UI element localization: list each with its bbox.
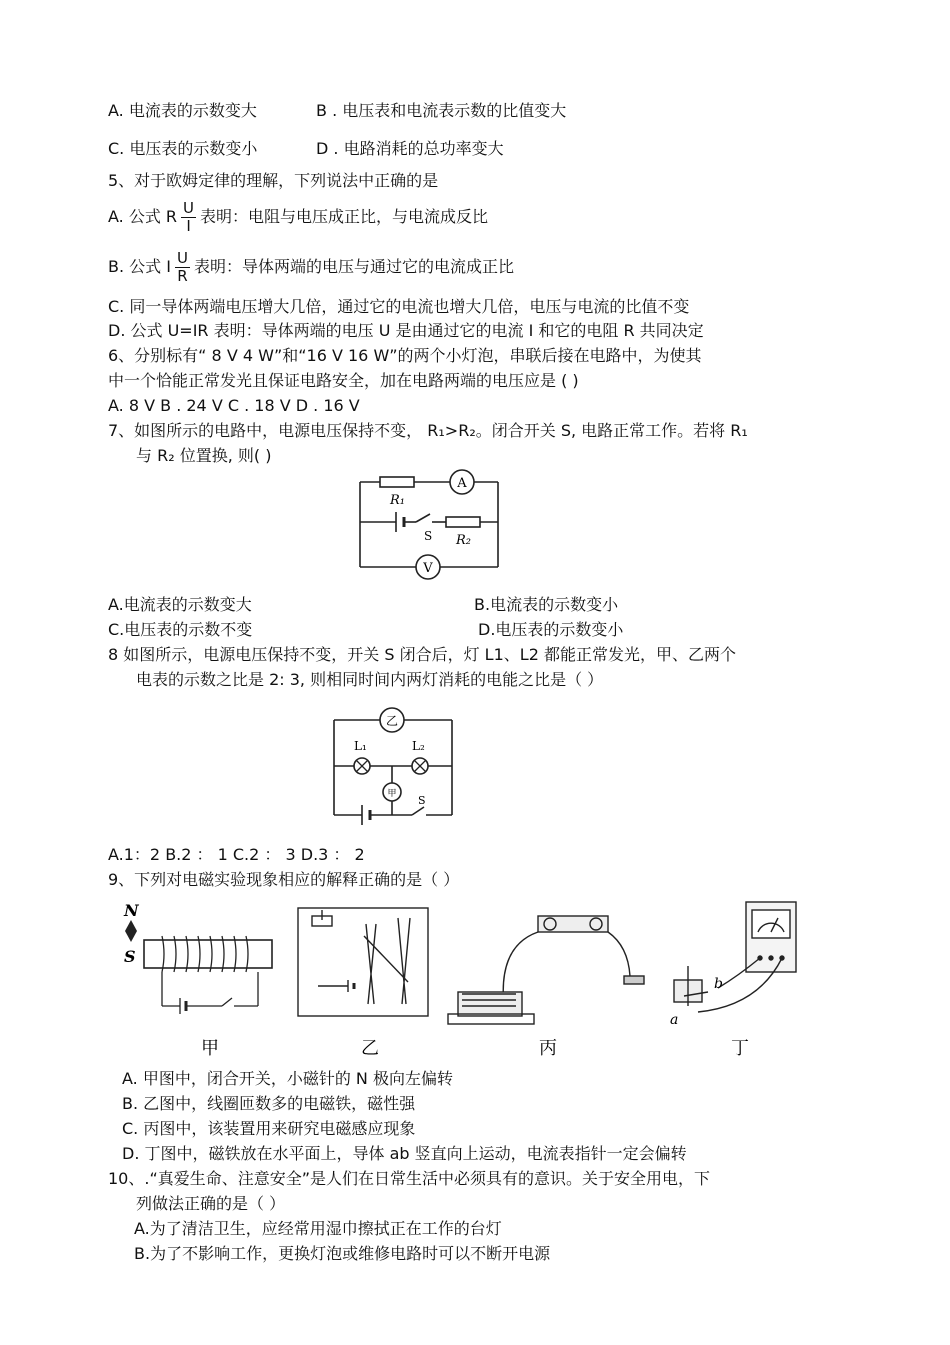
q8-meter-jia-label: 甲 — [387, 789, 397, 799]
q9-ab-b-label: b — [714, 976, 723, 992]
q8-lamp-l2 — [412, 758, 428, 774]
q7-switch-label: S — [424, 529, 433, 543]
q8-meter-yi-label: 乙 — [385, 714, 399, 728]
q5-a-denominator: I — [186, 217, 191, 235]
q5-option-b — [108, 249, 514, 285]
q9-stem: 9、下列对电磁实验现象相应的解释正确的是（ ） — [108, 870, 460, 889]
q9-compass-needle — [125, 920, 137, 942]
q8-options: A.1：2 B.2 ： 1 C.2 ： 3 D.3 ： 2 — [108, 845, 365, 864]
q9-ab-a-label: a — [670, 1012, 679, 1028]
q7-option-b: B.电流表的示数变小 — [474, 595, 619, 614]
q5-a-prefix: A. 公式 R — [108, 207, 178, 226]
q9-fig-jia — [123, 901, 272, 1014]
q7-circuit-diagram — [352, 462, 506, 582]
q9-option-d: D. 丁图中，磁铁放在水平面上，导体 ab 竖直向上运动，电流表指针一定会偏转 — [122, 1144, 687, 1163]
q9-caption-bing: 丙 — [539, 1038, 557, 1059]
q9-fig-bing — [448, 916, 644, 1024]
q9-fig-ding — [674, 902, 796, 1012]
q8-line2: 电表的示数之比是 2: 3, 则相同时间内两灯消耗的电能之比是（ ） — [136, 670, 604, 689]
q8-switch-label: S — [418, 794, 426, 807]
q5-b-fraction — [175, 250, 190, 285]
q8-circuit-diagram — [326, 700, 462, 832]
q9-option-b: B. 乙图中，线圈匝数多的电磁铁，磁性强 — [122, 1094, 416, 1113]
q9-option-c: C. 丙图中，该装置用来研究电磁感应现象 — [122, 1119, 416, 1138]
q4-option-d: D . 电路消耗的总功率变大 — [316, 139, 504, 158]
q10-line1: 10、.“真爱生命、注意安全”是人们在日常生活中必须具有的意识。关于安全用电，下 — [108, 1169, 711, 1188]
q4-option-b: B . 电压表和电流表示数的比值变大 — [316, 101, 567, 120]
q9-fig-yi — [298, 908, 428, 1016]
q5-option-d: D. 公式 U=IR 表明：导体两端的电压 U 是由通过它的电流 I 和它的电阻 R 共同决定 — [108, 321, 704, 340]
q6-line2: 中一个恰能正常发光且保证电路安全，加在电路两端的电压应是 ( ) — [108, 371, 579, 390]
q5-option-a — [108, 199, 488, 235]
q8-l2-label: L₂ — [412, 739, 425, 753]
q7-r2-label: R₂ — [456, 533, 471, 548]
q7-resistor-r2 — [446, 517, 480, 527]
q5-b-numerator: U — [176, 249, 188, 267]
q7-line1: 7、如图所示的电路中，电源电压保持不变， R₁>R₂。闭合开关 S, 电路正常工作。若将 R₁ — [108, 421, 748, 440]
q7-resistor-r1 — [380, 477, 414, 487]
q8-l1-label: L₁ — [354, 739, 367, 753]
q4-option-c: C. 电压表的示数变小 — [108, 139, 258, 158]
q9-caption-ding: 丁 — [731, 1038, 749, 1059]
q10-option-b: B.为了不影响工作，更换灯泡或维修电路时可以不断开电源 — [134, 1244, 551, 1263]
q8-line1: 8 如图所示，电源电压保持不变，开关 S 闭合后，灯 L1、L2 都能正常发光，甲、乙两个 — [108, 645, 736, 664]
q9-needle-s-label: S — [124, 947, 136, 966]
q4-option-a: A. 电流表的示数变大 — [108, 101, 257, 120]
q5-a-fraction — [181, 200, 196, 235]
q6-options: A. 8 V B . 24 V C . 18 V D . 16 V — [108, 396, 360, 415]
q7-voltmeter-label: V — [423, 561, 433, 576]
q7-option-c: C.电压表的示数不变 — [108, 620, 253, 639]
q5-b-denominator: R — [177, 267, 188, 285]
q5-a-text: 表明：电阻与电压成正比，与电流成反比 — [200, 207, 489, 226]
q7-option-d: D.电压表的示数变小 — [478, 620, 624, 639]
q9-figures — [118, 896, 818, 1064]
q10-option-a: A.为了清洁卫生，应经常用湿巾擦拭正在工作的台灯 — [134, 1219, 502, 1238]
q5-b-text: 表明：导体两端的电压与通过它的电流成正比 — [193, 257, 514, 276]
q5-b-prefix: B. 公式 I — [108, 257, 171, 276]
q5-stem: 5、对于欧姆定律的理解，下列说法中正确的是 — [108, 171, 439, 190]
q7-line2: 与 R₂ 位置换, 则( ) — [136, 446, 272, 465]
q7-ammeter-label: A — [457, 476, 467, 491]
q7-r1-label: R₁ — [390, 493, 405, 508]
q5-option-c: C. 同一导体两端电压增大几倍，通过它的电流也增大几倍，电压与电流的比值不变 — [108, 297, 690, 316]
q5-a-numerator: U — [183, 199, 195, 217]
q6-line1: 6、分别标有“ 8 V 4 W”和“16 V 16 W”的两个小灯泡，串联后接在电路中，为使其 — [108, 346, 702, 365]
q9-caption-jia: 甲 — [201, 1038, 219, 1059]
q9-needle-n-label: N — [124, 901, 139, 920]
q9-option-a: A. 甲图中，闭合开关，小磁针的 N 极向左偏转 — [122, 1069, 453, 1088]
q10-line2: 列做法正确的是（ ） — [136, 1194, 286, 1213]
q7-option-a: A.电流表的示数变大 — [108, 595, 252, 614]
q8-lamp-l1 — [354, 758, 370, 774]
q9-caption-yi: 乙 — [361, 1038, 379, 1059]
